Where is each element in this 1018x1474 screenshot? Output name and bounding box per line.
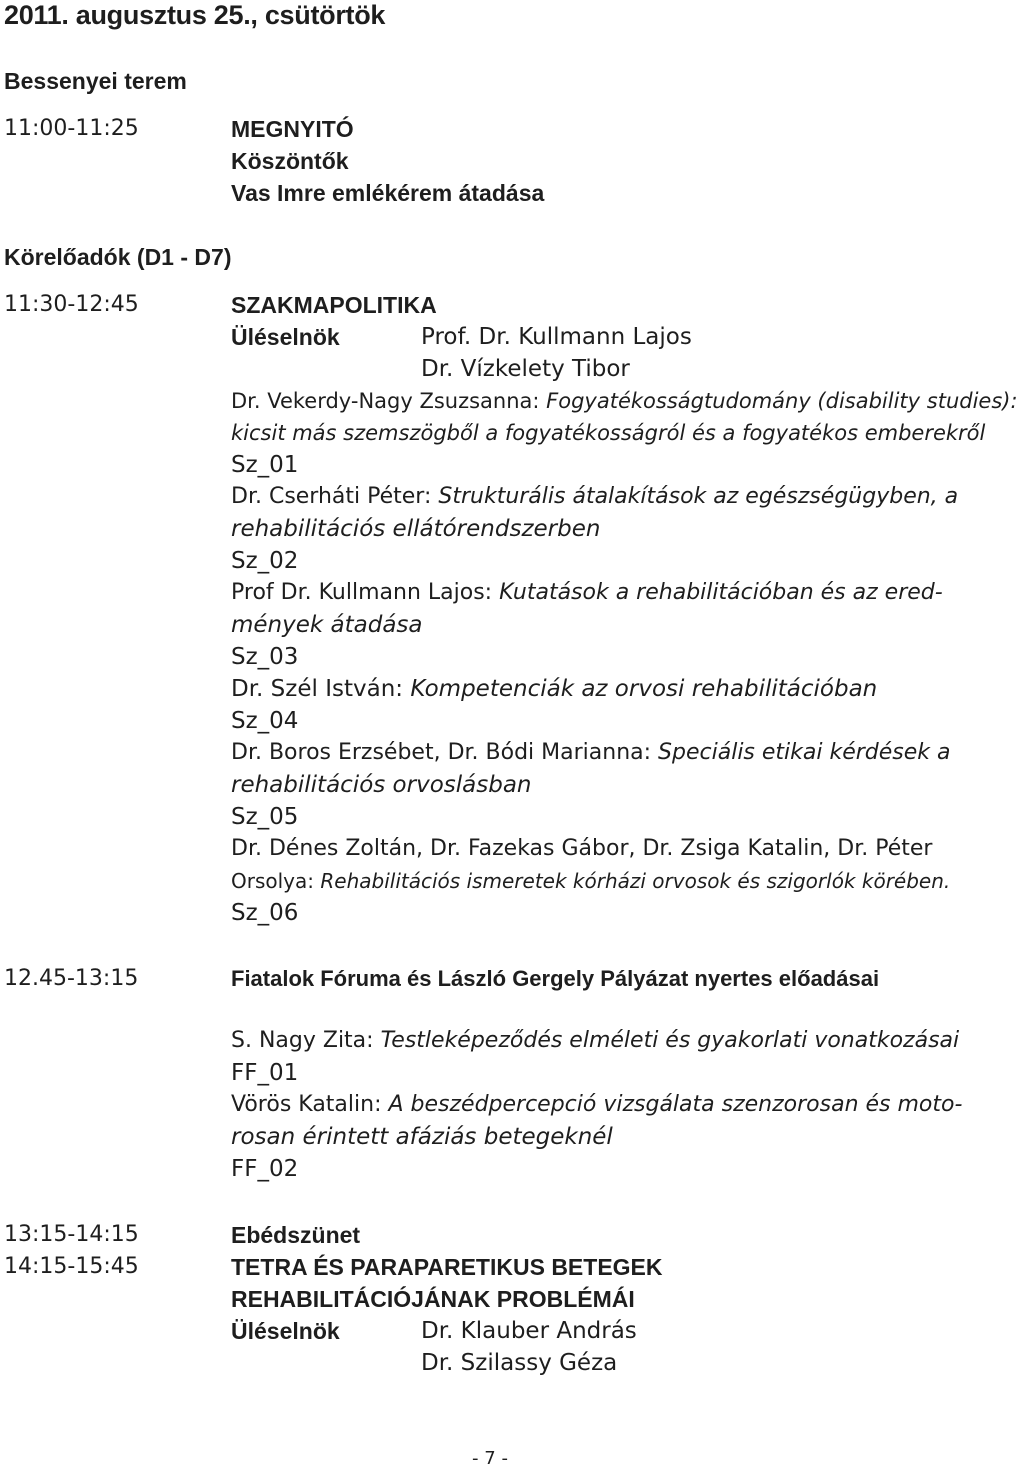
chair-name: Prof. Dr. Kullmann Lajos <box>421 324 692 350</box>
talk-code: Sz_03 <box>231 644 299 670</box>
session-title: Fiatalok Fóruma és László Gergely Pályázat nyertes előadásai <box>231 966 880 991</box>
chair-name: Dr. Vízkelety Tibor <box>421 356 630 382</box>
section-heading: Körelőadók (D1 - D7) <box>4 244 232 270</box>
talk-authors: Dr. Dénes Zoltán, Dr. Fazekas Gábor, Dr. Zsiga Katalin, Dr. Péter <box>231 836 933 861</box>
session-title: Ebédszünet <box>231 1222 361 1248</box>
session-line: Köszöntők <box>231 148 349 174</box>
talk-authors-title <box>231 578 943 608</box>
session-title: MEGNYITÓ <box>231 116 354 142</box>
session-title: TETRA ÉS PARAPARETIKUS BETEGEK <box>231 1254 663 1280</box>
room-heading: Bessenyei terem <box>4 68 187 94</box>
talk-code: FF_01 <box>231 1060 299 1086</box>
talk-title: Kutatások a rehabilitációban és az ered- <box>499 580 943 605</box>
talk-code: Sz_02 <box>231 548 299 574</box>
talk-title: A beszédpercepció vizsgálata szenzorosan és moto- <box>388 1092 963 1117</box>
time-slot: 14:15-15:45 <box>4 1254 139 1279</box>
talk-code: Sz_05 <box>231 804 299 830</box>
talk-authors: Dr. Szél István: <box>231 676 411 702</box>
page-number: - 7 - <box>472 1448 508 1469</box>
talk-title: rehabilitációs ellátórendszerben <box>231 516 601 542</box>
talk-authors-title <box>231 482 958 512</box>
time-slot: 12.45-13:15 <box>4 966 139 991</box>
talk-authors: Dr. Cserháti Péter: <box>231 484 439 509</box>
session-line: Vas Imre emlékérem átadása <box>231 180 545 206</box>
talk-title: kicsit más szemszögből a fogyatékosságról és a fogyatékos emberekről <box>231 421 986 445</box>
talk-title: Strukturális átalakítások az egészségügyben, a <box>438 484 959 509</box>
talk-title: Kompetenciák az orvosi rehabilitációban <box>410 676 878 702</box>
talk-code: Sz_01 <box>231 452 299 478</box>
talk-authors-title <box>231 738 951 768</box>
chair-name: Dr. Klauber András <box>421 1318 637 1344</box>
talk-title: Fogyatékosságtudomány (disability studies): <box>546 389 1018 413</box>
talk-title: Testleképeződés elméleti és gyakorlati vonatkozásai <box>380 1028 960 1053</box>
talk-title: Rehabilitációs ismeretek kórházi orvosok és szigorlók körében. <box>320 869 951 893</box>
talk-authors: Dr. Boros Erzsébet, Dr. Bódi Marianna: <box>231 740 659 765</box>
talk-code: Sz_04 <box>231 708 299 734</box>
talk-authors-title <box>231 1090 962 1120</box>
talk-authors: Vörös Katalin: <box>231 1092 389 1117</box>
time-slot: 13:15-14:15 <box>4 1222 139 1247</box>
talk-authors-title <box>231 1026 959 1056</box>
chairs-label: Üléselnök <box>231 1318 340 1344</box>
session-title-line2: REHABILITÁCIÓJÁNAK PROBLÉMÁI <box>231 1286 635 1312</box>
session-title: SZAKMAPOLITIKA <box>231 292 437 318</box>
talk-authors-title <box>231 386 1018 416</box>
talk-title: rosan érintett afáziás betegeknél <box>231 1124 613 1150</box>
talk-authors: Orsolya: <box>231 869 321 893</box>
talk-title: rehabilitációs orvoslásban <box>231 772 532 798</box>
talk-code: Sz_06 <box>231 900 299 926</box>
talk-code: FF_02 <box>231 1156 299 1182</box>
page-date-heading: 2011. augusztus 25., csütörtök <box>4 0 386 30</box>
time-slot: 11:30-12:45 <box>4 292 139 317</box>
talk-authors: Prof Dr. Kullmann Lajos: <box>231 580 500 605</box>
time-slot: 11:00-11:25 <box>4 116 139 141</box>
chair-name: Dr. Szilassy Géza <box>421 1350 618 1376</box>
talk-authors-title <box>231 674 877 704</box>
chairs-label: Üléselnök <box>231 324 340 350</box>
talk-title: mények átadása <box>231 612 423 638</box>
talk-authors-title <box>231 866 950 896</box>
talk-authors: Dr. Vekerdy-Nagy Zsuzsanna: <box>231 389 547 413</box>
talk-authors: S. Nagy Zita: <box>231 1028 381 1053</box>
talk-title: Speciális etikai kérdések a <box>658 740 951 765</box>
